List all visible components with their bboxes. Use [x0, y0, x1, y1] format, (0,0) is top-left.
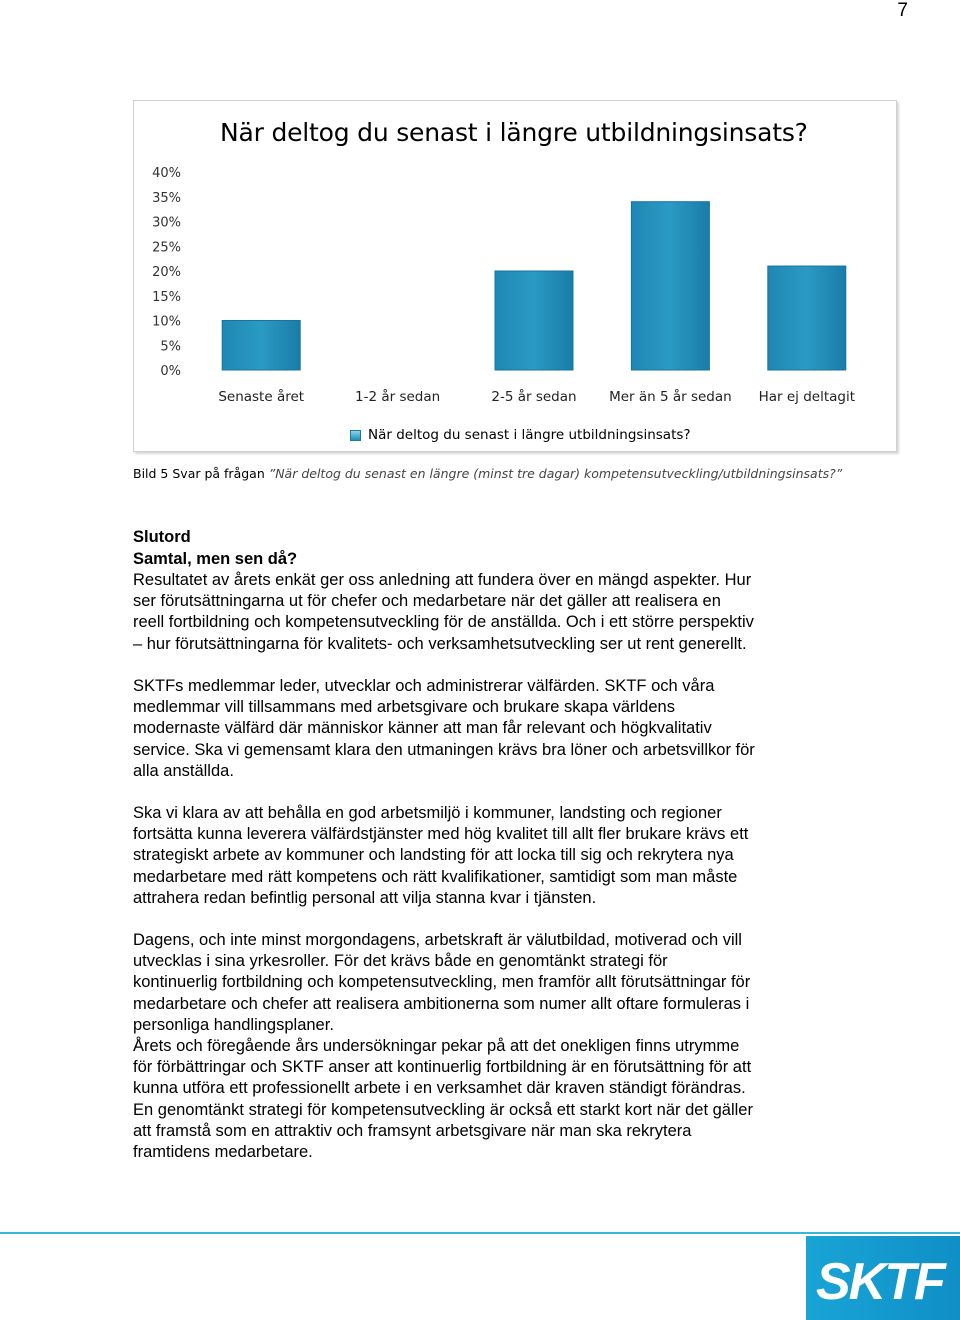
paragraph-line: service. Ska vi gemensamt klara den utmaningen krävs bra löner och arbetsvillkor för: [133, 740, 755, 759]
paragraph-line: kunna utföra ett professionellt arbete i en verksamhet där kraven ständigt förändras.: [133, 1079, 746, 1098]
paragraph-2: [133, 676, 833, 782]
chart-legend: [350, 427, 691, 443]
y-tick-label: 0%: [160, 364, 181, 379]
bar: [631, 202, 709, 370]
paragraph-line: Årets och föregående års undersökningar pekar på att det onekligen finns utrymme: [133, 1037, 740, 1056]
paragraph-3: [133, 803, 833, 909]
page-number: 7: [897, 0, 908, 21]
paragraph-1: [133, 570, 833, 655]
paragraph-line: medlemmar vill tillsammans med arbetsgivare och brukare skapa världens: [133, 698, 675, 717]
paragraph-line: strategiskt arbete av kommuner och landsting för att locka till sig och rekrytera nya: [133, 846, 734, 865]
logo-text: SKTF: [816, 1253, 944, 1311]
paragraph-line: ser förutsättningarna ut för chefer och medarbetare när det gäller att realisera en: [133, 592, 721, 611]
y-tick-label: 10%: [152, 314, 181, 330]
paragraph-line: reell fortbildning och kompetensutveckling för de anställda. Och i ett större perspektiv: [133, 613, 754, 632]
y-tick-label: 40%: [152, 166, 181, 181]
paragraph-line: SKTFs medlemmar leder, utvecklar och administrerar välfärden. SKTF och våra: [133, 677, 715, 695]
paragraph-line: medarbetare med rätt kompetens och rätt kvalifikationer, samtidigt som man måste: [133, 867, 738, 886]
section-heading: Slutord: [133, 528, 191, 546]
paragraph-line: – hur förutsättningarna för kvalitets- och verksamhetsutveckling ser ut rent generellt.: [133, 634, 747, 653]
figure-caption: [133, 466, 842, 481]
category-label: 1-2 år sedan: [354, 389, 441, 405]
y-tick-label: 25%: [152, 240, 181, 256]
footer-rule: [0, 1232, 960, 1234]
y-tick-label: 20%: [152, 265, 181, 280]
category-label: Senaste året: [218, 389, 305, 405]
paragraph-line: Dagens, och inte minst morgondagens, arbetskraft är välutbildad, motiverad och vill: [133, 931, 742, 949]
paragraph-line: personliga handlingsplaner.: [133, 1015, 334, 1034]
paragraph-line: framtidens medarbetare.: [133, 1143, 313, 1162]
paragraph-line: kontinuerlig fortbildning och kompetensutveckling, men framför allt förutsättningar för: [133, 973, 751, 992]
sktf-logo: [806, 1236, 960, 1320]
caption-prefix: Bild 5 Svar på frågan: [133, 466, 269, 481]
section-subheading: Samtal, men sen då?: [133, 550, 298, 568]
paragraph-line: modernaste välfärd där människor känner att man får relevant och högkvalitativ: [133, 719, 712, 738]
y-tick-label: 30%: [152, 215, 181, 231]
paragraph-line: för förbättringar och SKTF anser att kontinuerlig fortbildning är en förutsättning för att: [133, 1058, 752, 1077]
paragraph-line: alla anställda.: [133, 761, 234, 780]
legend-label: När deltog du senast i längre utbildningsinsats?: [368, 427, 691, 443]
legend-swatch: [350, 430, 361, 441]
y-tick-label: 35%: [152, 190, 181, 206]
bar: [495, 271, 573, 370]
paragraph-line: Resultatet av årets enkät ger oss anledning att fundera över en mängd aspekter. Hur: [133, 571, 752, 589]
chart-title: När deltog du senast i längre utbildningsinsats?: [220, 118, 808, 147]
bar: [768, 266, 846, 370]
category-label: 2-5 år sedan: [491, 389, 577, 405]
category-label: Har ej deltagit: [758, 389, 856, 405]
y-tick-label: 5%: [160, 339, 181, 355]
paragraph-line: attrahera redan befintlig personal att vilja stanna kvar i tjänsten.: [133, 888, 597, 907]
paragraph-line: medarbetare och chefer att realisera ambitionerna som numer allt oftare formuleras i: [133, 994, 750, 1013]
paragraph-line: Ska vi klara av att behålla en god arbetsmiljö i kommuner, landsting och regioner: [133, 804, 722, 822]
category-label: Mer än 5 år sedan: [609, 389, 732, 405]
paragraph-line: En genomtänkt strategi för kompetensutveckling är också ett starkt kort när det gäller: [133, 1100, 753, 1119]
paragraph-line: att framstå som en attraktiv och framsynt arbetsgivare när man ska rekrytera: [133, 1121, 692, 1140]
bar: [222, 321, 300, 371]
bar-chart: [133, 150, 897, 440]
y-tick-label: 15%: [152, 289, 181, 305]
paragraph-line: fortsätta kunna leverera välfärdstjänster med hög kvalitet till allt fler brukare krävs ett: [133, 825, 749, 844]
paragraph-line: utvecklas i sina yrkesroller. För det krävs både en genomtänkt strategi för: [133, 952, 668, 971]
paragraph-4: [133, 930, 833, 1163]
caption-question: ”När deltog du senast en längre (minst tre dagar) kompetensutveckling/utbildningsinsats?”: [268, 466, 843, 481]
